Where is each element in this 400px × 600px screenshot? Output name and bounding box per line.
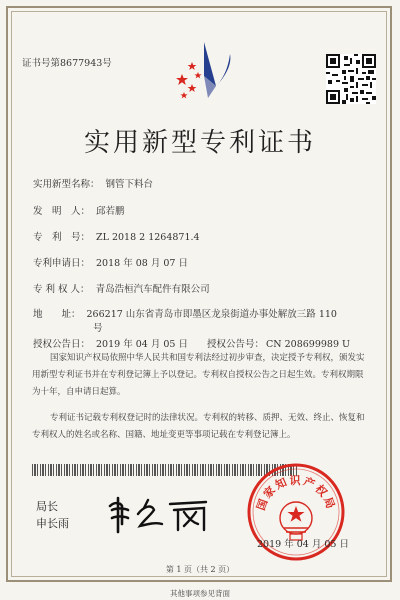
filing-date-label: 专利申请日： — [33, 258, 91, 269]
filing-date-value: 2018 年 08 月 07 日 — [96, 258, 188, 269]
seal-date: 2019 年 04 月 05 日 — [257, 539, 349, 550]
qr-code — [326, 54, 376, 104]
address-row — [33, 306, 337, 320]
page-number: 第 1 页（共 2 页） — [165, 565, 235, 574]
announce-number-label: 授权公告号： — [207, 339, 265, 350]
model-name-row — [33, 176, 153, 190]
announce-date-value: 2019 年 04 月 05 日 — [96, 339, 188, 350]
certificate-number: 证书号第8677943号 — [22, 58, 112, 69]
inventor-value: 邱若鹏 — [96, 206, 125, 217]
patentee-row — [33, 281, 210, 295]
inventor-label: 发 明 人： — [33, 206, 91, 217]
patentee-label: 专 利 权 人： — [33, 284, 90, 295]
svg-text:国家知识产权局: 国家知识产权局 — [254, 474, 338, 513]
patent-number-value: ZL 2018 2 1264871.4 — [96, 232, 200, 243]
handwritten-signature — [104, 494, 214, 534]
model-name-label: 实用新型名称： — [33, 179, 100, 190]
address-label: 地 址： — [33, 309, 81, 320]
legal-notice-paragraph: 专利证书记载专利权登记时的法律状况。专利权的转移、质押、无效、终止、恢复和专利权人的姓名或名称、国籍、地址变更等事项记载在专利登记簿上。 — [32, 413, 365, 440]
back-note: 其他事项参见背面 — [170, 589, 230, 598]
model-name-value: 钢管下料台 — [105, 179, 154, 190]
director-title: 局长 — [36, 500, 58, 513]
patent-number-label: 专 利 号： — [33, 232, 91, 243]
filing-date-row — [33, 255, 188, 269]
announce-date-label: 授权公告日： — [33, 339, 91, 350]
address-value-line1: 266217 山东省青岛市即墨区龙泉街道办事处解放三路 110 — [86, 309, 337, 320]
inventor-row — [33, 203, 125, 217]
announce-row — [33, 336, 350, 350]
certificate-title: 实用新型专利证书 — [83, 128, 316, 158]
announce-number-value: CN 208699989 U — [266, 339, 351, 350]
patentee-value: 青岛浩桓汽车配件有限公司 — [95, 284, 210, 295]
patent-office-emblem — [170, 40, 236, 106]
legal-statement-paragraph: 国家知识产权局依照中华人民共和国专利法经过初步审查，决定授予专利权，颁发实用新型专利证书并在专利登记簿上予以登记。专利权自授权公告之日起生效。专利权期限为十年，自申请日起算。 — [32, 353, 365, 397]
director-name: 申长雨 — [36, 517, 69, 530]
patent-number-row — [33, 229, 200, 243]
address-value-line2: 号 — [93, 323, 103, 334]
